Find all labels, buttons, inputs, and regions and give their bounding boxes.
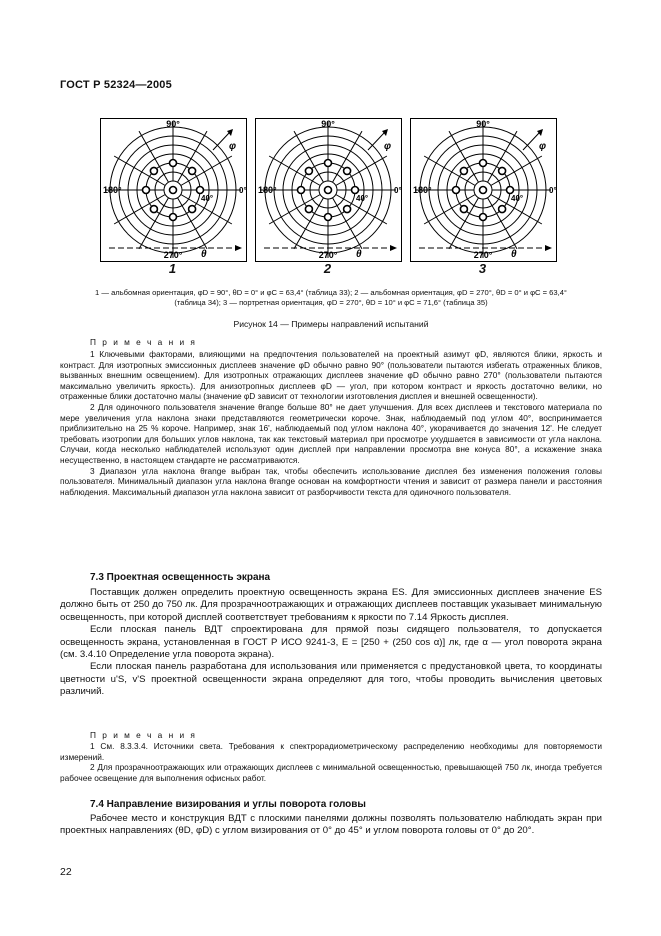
label-40: 40°	[356, 194, 369, 203]
measurement-point	[325, 160, 332, 167]
label-180: 180°	[103, 185, 122, 195]
label-theta: θ	[201, 249, 207, 260]
section-7-3-p3: Если плоская панель разработана для использования или применяется с предустановкой цвета, то координаты цветности u'S, v'S проектной освещенности экрана определяют для того, чтобы проводить вычисления цветовых различий.	[60, 661, 602, 698]
notes-block-2	[60, 741, 602, 783]
label-180: 180°	[258, 185, 277, 195]
theta-arrow-icon	[390, 245, 397, 251]
label-phi: φ	[384, 141, 392, 152]
phi-arrow-line	[213, 133, 229, 150]
label-90: 90°	[321, 119, 335, 129]
label-90: 90°	[166, 119, 180, 129]
measurement-point	[507, 187, 514, 194]
label-40: 40°	[201, 194, 214, 203]
measurement-point	[480, 160, 487, 167]
measurement-point	[170, 160, 177, 167]
theta-arrow-icon	[545, 245, 552, 251]
figure-14	[100, 118, 560, 278]
label-0: 0°	[394, 186, 401, 195]
polar-diagram-2	[255, 118, 402, 262]
measurement-point	[170, 214, 177, 221]
figure-legend	[60, 288, 602, 308]
figure-caption: Рисунок 14 — Примеры направлений испытаний	[233, 319, 429, 329]
center-point	[325, 187, 332, 194]
figure-number-2: 2	[323, 261, 332, 276]
label-40: 40°	[511, 194, 524, 203]
measurement-point	[499, 206, 506, 213]
label-phi: φ	[539, 141, 547, 152]
note-1-3: 3 Диапазон угла наклона θrange выбран так, чтобы обеспечить использование дисплея без изменения положения головы пользователя. Минимальный диапазон угла наклона θrange основан на комфортности чтения и зависит от размера панели и расстояния наблюдения. Максимальный диапазон угла наклона зависит от разборчивости текста для одиночного пользователя.	[60, 465, 602, 497]
note-2-1: 1 См. 8.3.3.4. Источники света. Требования к спектрорадиометрическому распределению необходимы для повторяемости измерений.	[60, 741, 602, 762]
phi-arrow-icon	[537, 129, 543, 136]
figure-legend-line-2: (таблица 34); 3 — портретная ориентация, φD = 270°, θD = 10° и φC = 71,6° (таблица 35)	[174, 298, 488, 307]
measurement-point	[305, 206, 312, 213]
polar-svg-1	[101, 119, 246, 261]
polar-svg-3	[411, 119, 556, 261]
note-1-2: 2 Для одиночного пользователя значение θrange больше 80° не дает улучшения. Для всех дисплеев и текстового материала по мере увеличения угла наклона знаки представляются геометрически короче. Знак, наблюдаемый под углом 40°, воспринимается приблизительно на 25 % короче. Например, знак 16', наблюдаемый под углом наклона 40°, укорачивается до значения 12'. Не следует требовать изотропии для больших углов наклона, так как текстовый материал при просмотре ухудшается в зависимости от угла наклона. Случаи, когда несколько наблюдателей используют один дисплей при направлении просмотра вне конуса 80°, а искажение знака несущественно, в настоящем стандарте не рассматриваются.	[60, 401, 602, 465]
section-7-3-p2: Если плоская панель ВДТ спроектирована для прямой позы сидящего пользователя, то допускается освещенность экрана, установленная в ГОСТ Р ИСО 9241-3, E = [250 + (250 cos α)] лк, где α — угол поворота экрана (см. 3.4.10 Определение угла поворота экрана).	[60, 624, 602, 661]
measurement-point	[453, 187, 460, 194]
measurement-point	[352, 187, 359, 194]
section-7-3-body	[60, 587, 602, 699]
label-phi: φ	[229, 141, 237, 152]
page-number: 22	[60, 866, 72, 878]
label-270: 270°	[318, 250, 338, 260]
label-theta: θ	[356, 249, 362, 260]
measurement-point	[344, 167, 351, 174]
center-point	[170, 187, 177, 194]
measurement-point	[150, 167, 157, 174]
notes-heading-2: П р и м е ч а н и я	[90, 730, 197, 740]
measurement-point	[499, 167, 506, 174]
label-270: 270°	[473, 250, 493, 260]
polar-diagram-1	[100, 118, 247, 262]
measurement-point	[143, 187, 150, 194]
section-7-4-p1: Рабочее место и конструкция ВДТ с плоскими панелями должны позволять пользователю наблюдать экран при проектных направлениях (θD, φD) с углом визирования от 0° до 45° и углом поворота головы от 0° до 20°.	[60, 813, 602, 837]
measurement-point	[460, 167, 467, 174]
figure-legend-line-1: 1 — альбомная ориентация, φD = 90°, θD = 0° и φC = 63,4° (таблица 33); 2 — альбомная ориентация, φD = 270°, θD = 0° и φC = 63,4°	[95, 288, 567, 297]
figure-number-3: 3	[478, 261, 487, 276]
measurement-point	[460, 206, 467, 213]
section-7-3-p1: Поставщик должен определить проектную освещенность экрана ES. Для эмиссионных дисплеев значение ES должно быть от 250 до 750 лк. Для прозрачноотражающих и отражающих дисплеев поставщик указывает минимальную освещенность, при которой дисплей соответствует требованиям к яркости по 7.14 Яркость дисплея.	[60, 587, 602, 623]
section-7-4-body	[60, 813, 602, 838]
measurement-point	[480, 214, 487, 221]
phi-arrow-icon	[227, 129, 233, 136]
label-0: 0°	[239, 186, 246, 195]
label-theta: θ	[511, 249, 517, 260]
measurement-point	[305, 167, 312, 174]
label-0: 0°	[549, 186, 556, 195]
center-point	[480, 187, 487, 194]
theta-arrow-icon	[235, 245, 242, 251]
label-90: 90°	[476, 119, 490, 129]
measurement-point	[197, 187, 204, 194]
measurement-point	[325, 214, 332, 221]
figure-number-1: 1	[168, 261, 177, 276]
phi-arrow-line	[523, 133, 539, 150]
notes-heading-1: П р и м е ч а н и я	[90, 337, 197, 347]
note-2-2: 2 Для прозрачноотражающих или отражающих дисплеев с минимальной освещенностью, превышающей 750 лк, иногда требуется рабочее освещение для выполнения офисных работ.	[60, 762, 602, 783]
phi-arrow-line	[368, 133, 384, 150]
measurement-point	[298, 187, 305, 194]
phi-arrow-icon	[382, 129, 388, 136]
polar-diagram-3	[410, 118, 557, 262]
note-1-1: 1 Ключевыми факторами, влияющими на предпочтения пользователей на проектный азимут φD, являются блики, яркость и контраст. Для изотропных эмиссионных дисплеев значение φD обычно равно 90° (пользователи пытаются избегать отраженных бликов, вызванных внешним освещением). Для изотропных отражающих дисплеев значение φD обычно равно 270° (пользователи пытаются максимально увеличить яркость). Для анизотропных дисплеев φD — угол, при котором контраст и яркость достаточно велики, но отраженные блики достаточно малы (значение φD зависит от технологии изготовления дисплея и внешней освещенности).	[60, 349, 602, 402]
measurement-point	[344, 206, 351, 213]
section-7-3-heading: 7.3 Проектная освещенность экрана	[90, 572, 271, 583]
measurement-point	[189, 167, 196, 174]
polar-svg-2	[256, 119, 401, 261]
document-header: ГОСТ Р 52324—2005	[60, 79, 172, 91]
label-180: 180°	[413, 185, 432, 195]
measurement-point	[189, 206, 196, 213]
measurement-point	[150, 206, 157, 213]
section-7-4-heading: 7.4 Направление визирования и углы поворота головы	[90, 799, 366, 810]
label-270: 270°	[163, 250, 183, 260]
notes-block-1	[60, 349, 602, 497]
